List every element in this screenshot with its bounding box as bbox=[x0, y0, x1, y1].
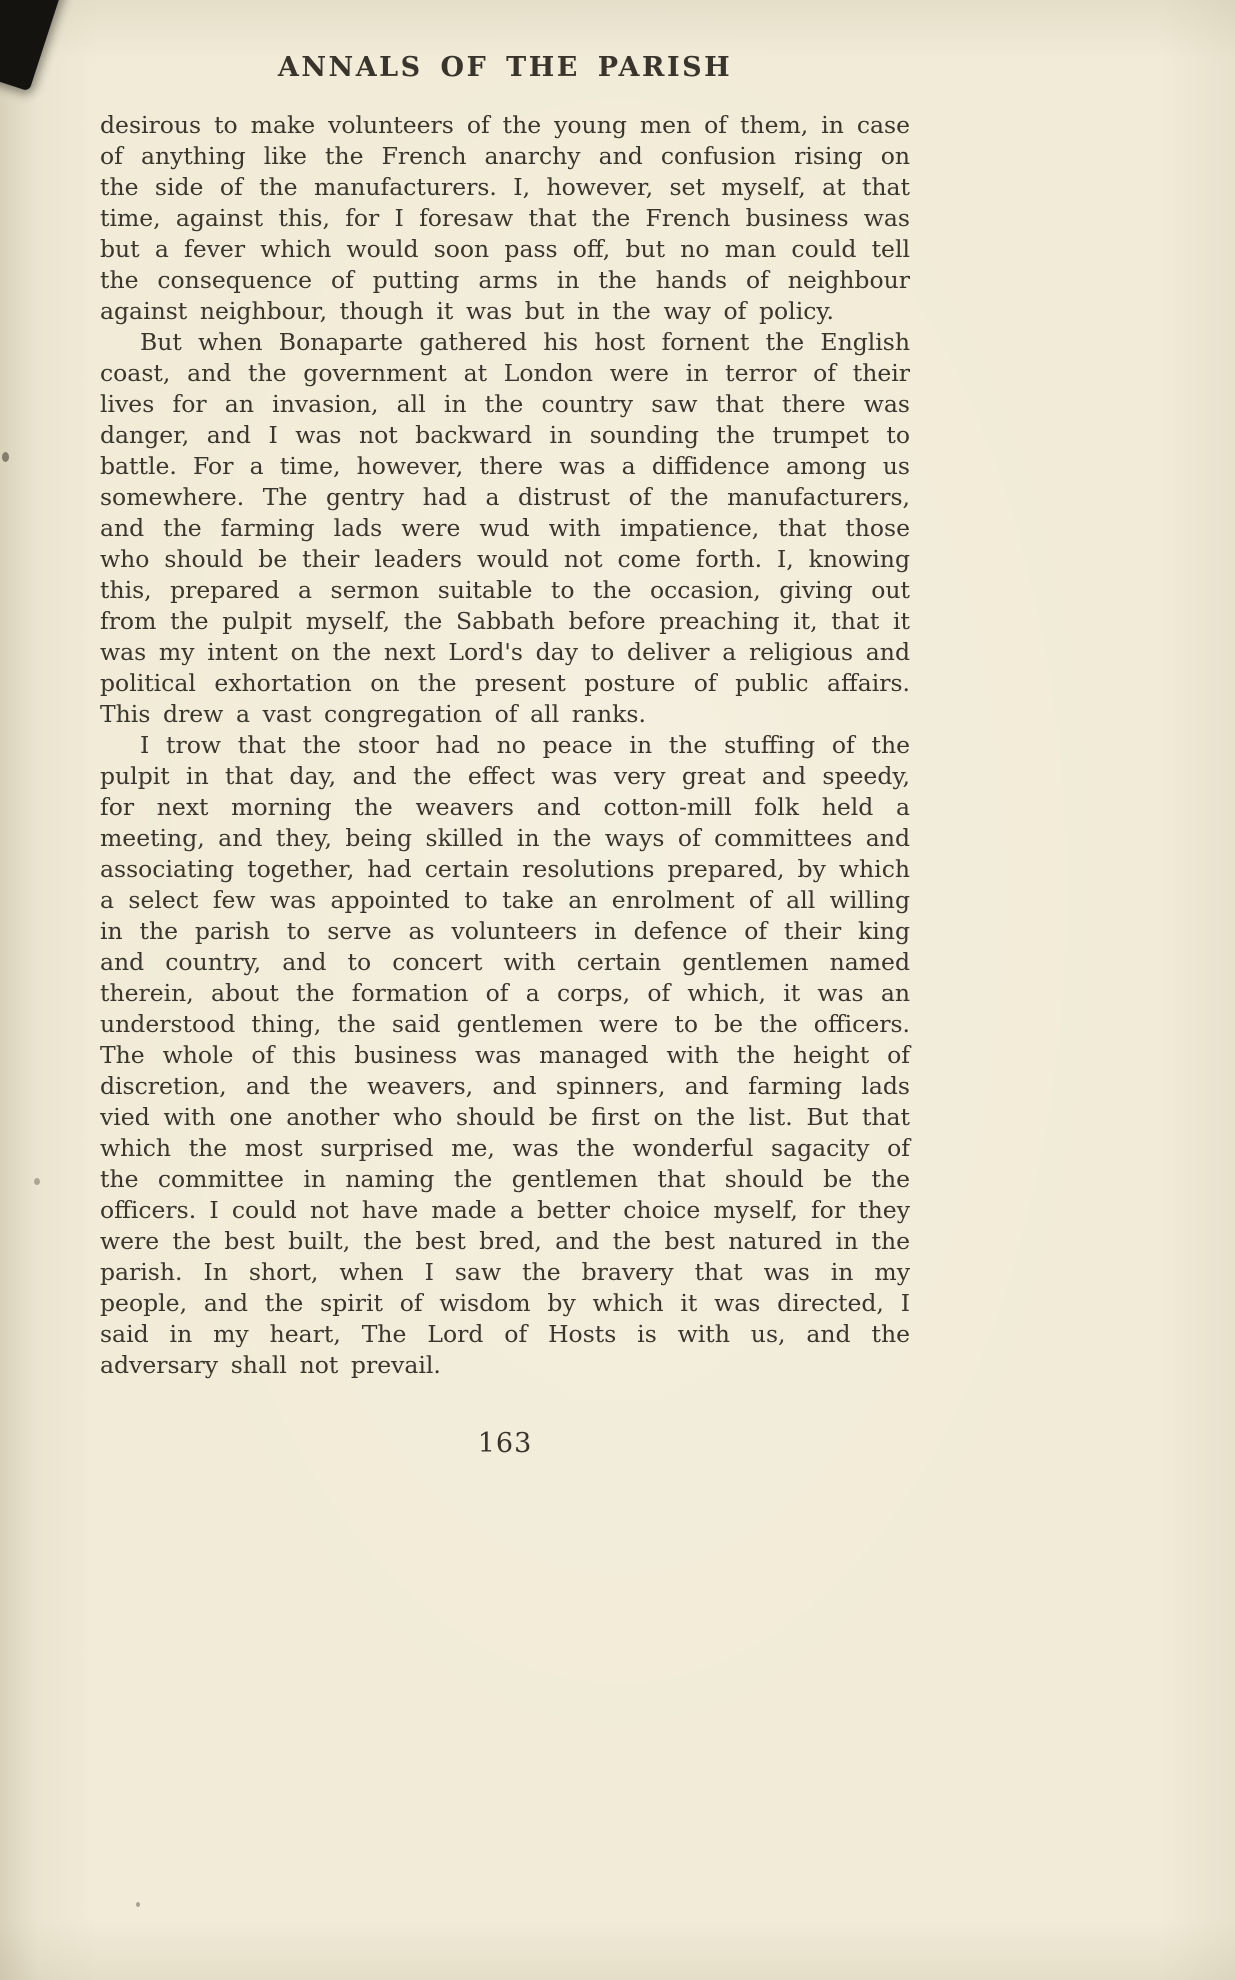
running-header: ANNALS OF THE PARISH bbox=[277, 52, 733, 83]
scan-corner-artifact bbox=[0, 0, 63, 91]
paragraph: desirous to make volunteers of the young men of them, in case of anything like the French anarchy and confusion rising on the side of the manufacturers. I, however, set myself, at that time, against this, for I foresaw that the French business was but a fever which would soon pass off, but no man could tell the consequence of putting arms in the hands of neighbour against neighbour, though it was but in the way of policy. bbox=[100, 111, 910, 325]
page-body-text bbox=[100, 110, 910, 1381]
scan-speck bbox=[136, 1902, 140, 1907]
page-number: 163 bbox=[477, 1428, 533, 1459]
scan-speck bbox=[2, 452, 9, 462]
paragraph: But when Bonaparte gathered his host fornent the English coast, and the government at London were in terror of their lives for an invasion, all in the country saw that there was danger, and I was not backward in sounding the trumpet to battle. For a time, however, there was a diffidence among us somewhere. The gentry had a distrust of the manufacturers, and the farming lads were wud with impatience, that those who should be their leaders would not come forth. I, knowing this, prepared a sermon suitable to the occasion, giving out from the pulpit myself, the Sabbath before preaching it, that it was my intent on the next Lord's day to deliver a religious and political exhortation on the present posture of public affairs. This drew a vast congregation of all ranks. bbox=[100, 328, 910, 728]
scan-speck bbox=[34, 1178, 40, 1185]
paragraph: I trow that the stoor had no peace in the stuffing of the pulpit in that day, and the effect was very great and speedy, for next morning the weavers and cotton-mill folk held a meeting, and they, being skilled in the ways of committees and associating together, had certain resolutions prepared, by which a select few was appointed to take an enrolment of all willing in the parish to serve as volunteers in defence of their king and country, and to concert with certain gentlemen named therein, about the formation of a corps, of which, it was an understood thing, the said gentlemen were to be the officers. The whole of this business was managed with the height of discretion, and the weavers, and spinners, and farming lads vied with one another who should be first on the list. But that which the most surprised me, was the wonderful sagacity of the committee in naming the gentlemen that should be the officers. I could not have made a better choice myself, for they were the best built, the best bred, and the best natured in the parish. In short, when I saw the bravery that was in my people, and the spirit of wisdom by which it was directed, I said in my heart, The Lord of Hosts is with us, and the adversary shall not prevail. bbox=[100, 731, 910, 1379]
